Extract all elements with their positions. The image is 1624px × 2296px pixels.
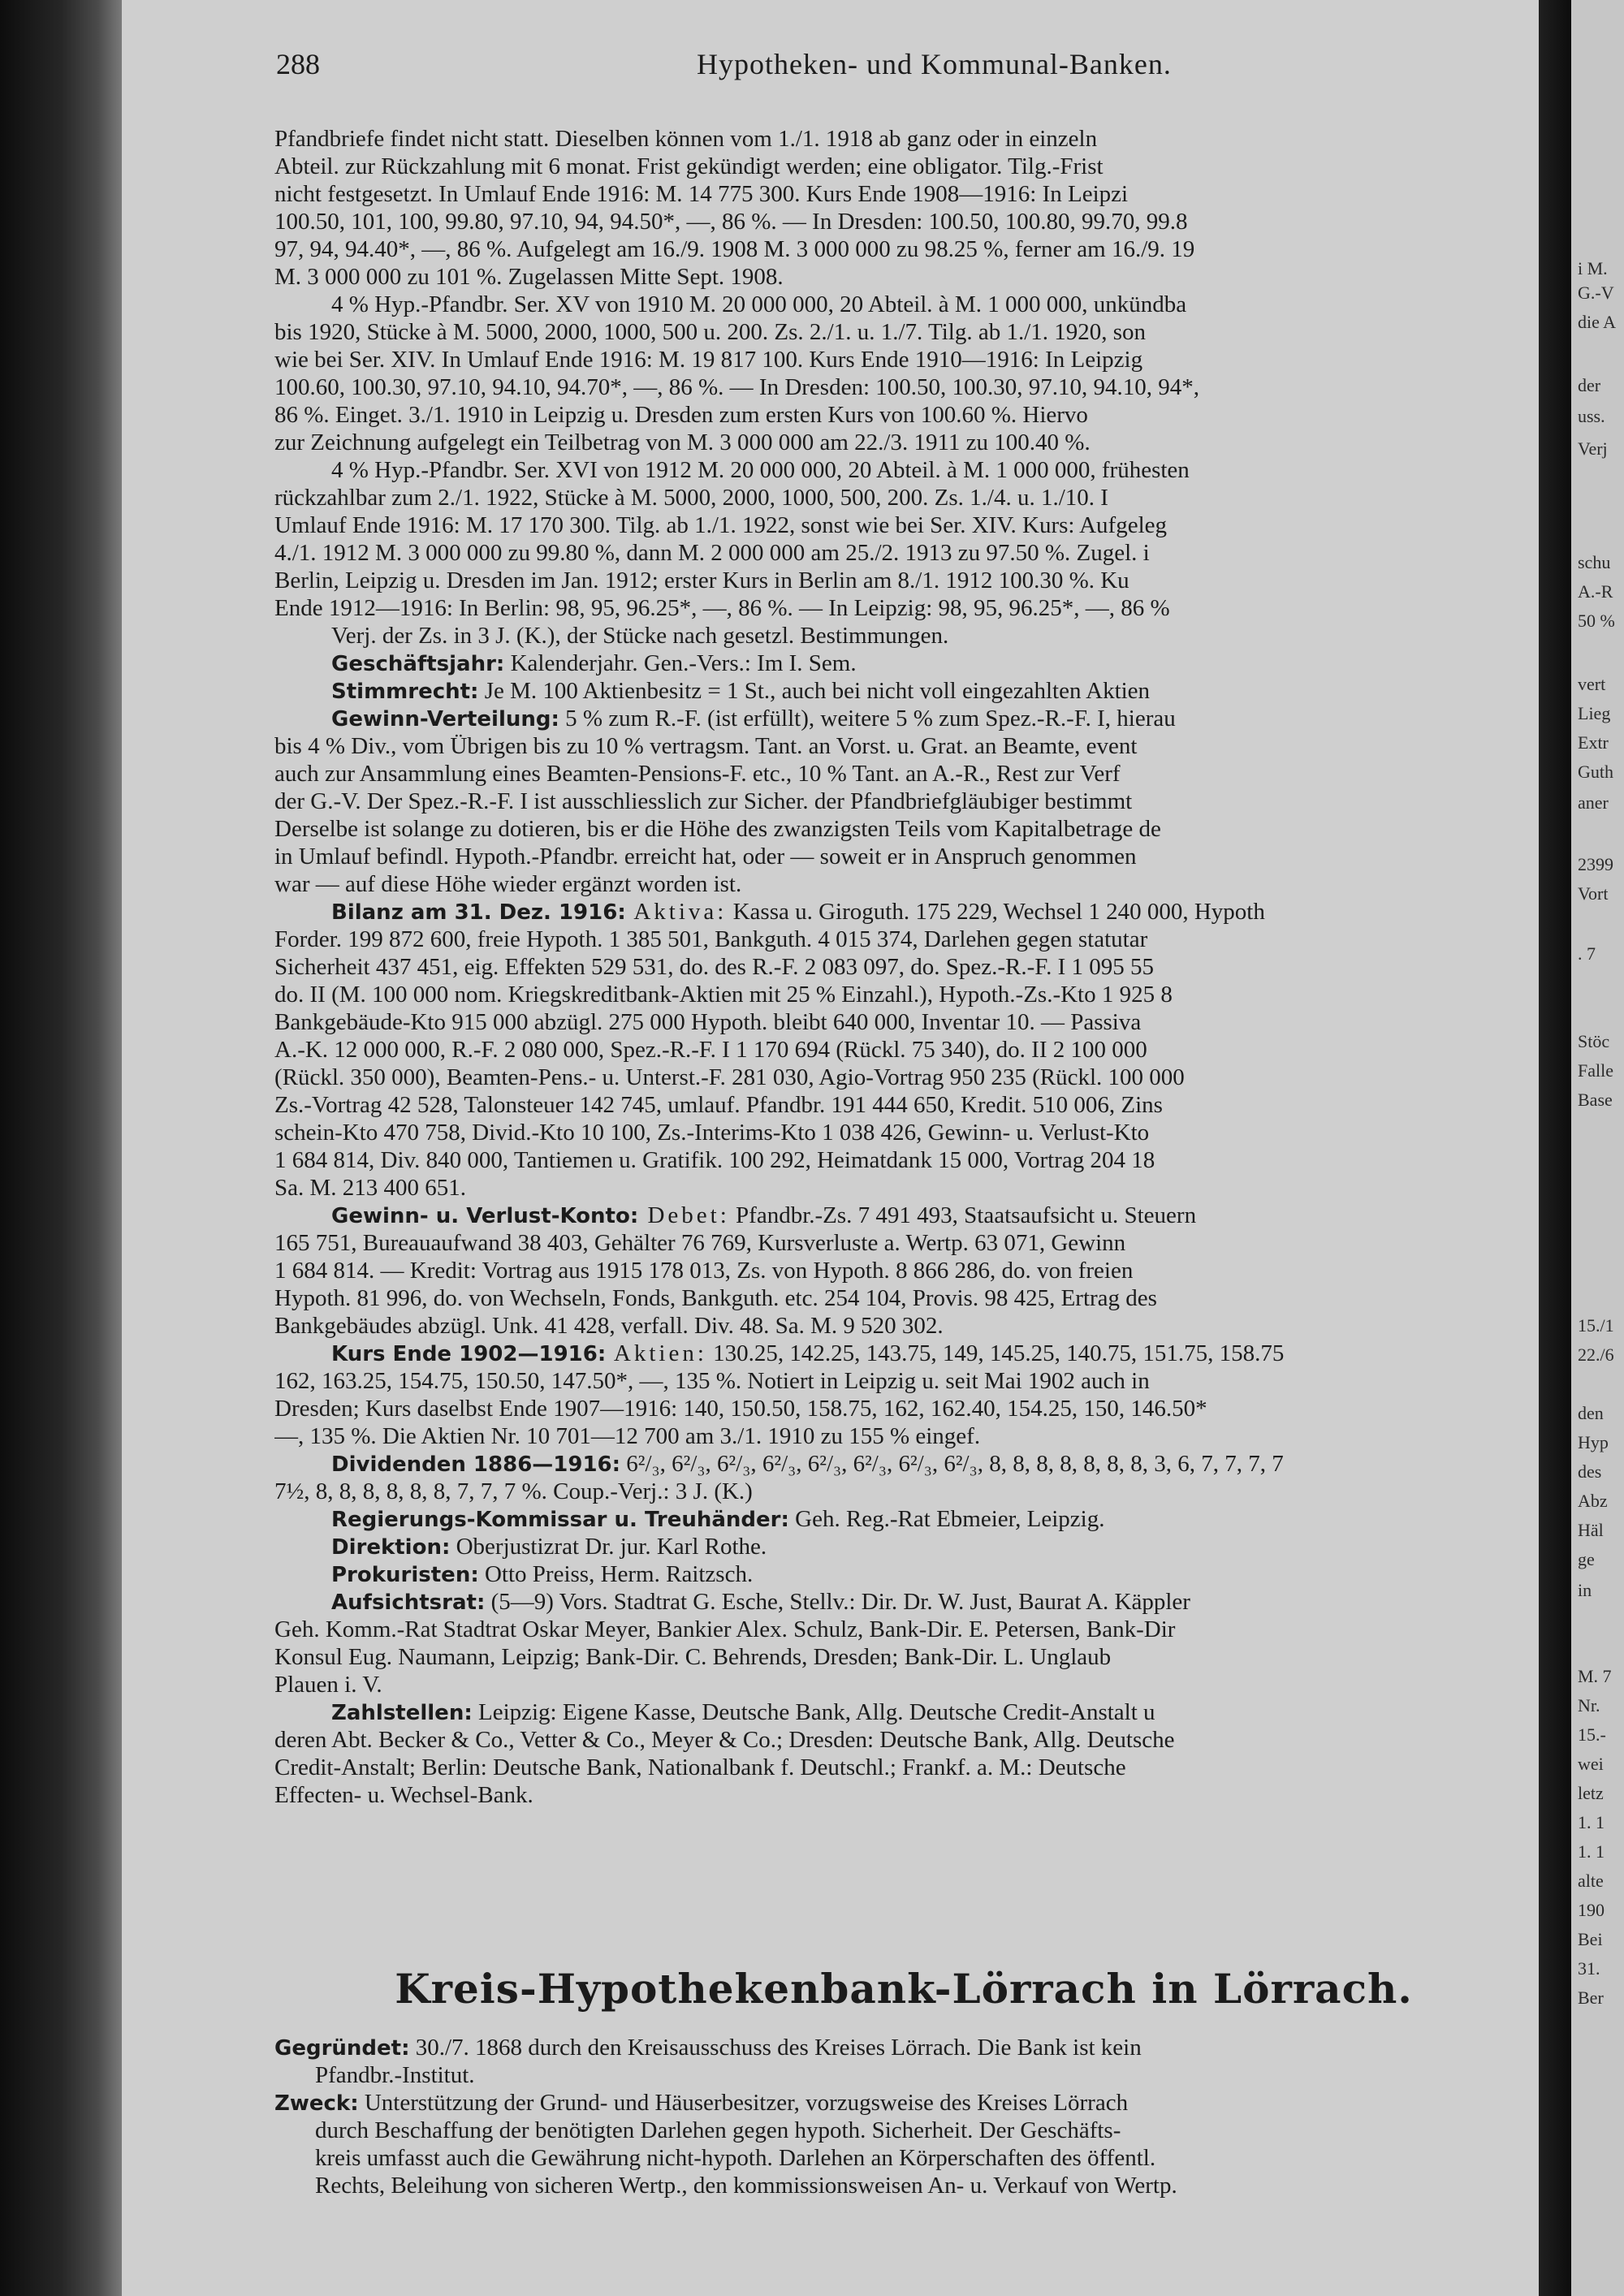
line-text: Sa. M. 213 400 651.	[274, 1175, 467, 1201]
facing-page-fragment: der	[1578, 375, 1601, 395]
text-line	[274, 1036, 1533, 1064]
line-text: Derselbe ist solange zu dotieren, bis er die Höhe des zwanzigsten Teils vom Kapitalbetrage de	[274, 816, 1161, 842]
facing-page-fragment: M. 7	[1578, 1666, 1612, 1686]
line-text: A.-K. 12 000 000, R.-F. 2 080 000, Spez.-R.-F. I 1 170 694 (Rückl. 75 340), do. II 2 100 000	[274, 1037, 1147, 1063]
entry-label: Zweck:	[274, 2091, 359, 2116]
text-line	[274, 788, 1533, 815]
facing-page-fragment: A.-R	[1578, 581, 1613, 602]
facing-page-fragment: Bei	[1578, 1929, 1603, 1949]
text-line	[274, 953, 1533, 981]
text-line	[274, 815, 1533, 843]
line-text: bis 4 % Div., vom Übrigen bis zu 10 % vertragsm. Tant. an Vorst. u. Grat. an Beamte, event	[274, 733, 1138, 759]
facing-page-fragment: Guth	[1578, 762, 1613, 782]
line-text: 4 % Hyp.-Pfandbr. Ser. XVI von 1912 M. 20 000 000, 20 Abteil. à M. 1 000 000, frühesten	[331, 457, 1190, 483]
line-text: Effecten- u. Wechsel-Bank.	[274, 1782, 533, 1808]
line-text: 97, 94, 94.40*, —, 86 %. Aufgelegt am 16./9. 1908 M. 3 000 000 zu 98.25 %, ferner am 16./9. 19	[274, 236, 1195, 262]
text-line	[274, 1616, 1533, 1643]
text-line	[274, 2034, 1533, 2061]
text-line	[274, 1312, 1533, 1340]
text-line	[274, 926, 1533, 953]
entry-label: Stimmrecht:	[331, 680, 479, 704]
text-line	[274, 125, 1533, 153]
text-line	[274, 1560, 1533, 1588]
line-text: Verj. der Zs. in 3 J. (K.), der Stücke nach gesetzl. Bestimmungen.	[331, 623, 949, 649]
line-text: 130.25, 142.25, 143.75, 149, 145.25, 140.75, 151.75, 158.75	[706, 1340, 1285, 1366]
facing-page-fragment: . 7	[1578, 943, 1596, 964]
line-text: Forder. 199 872 600, freie Hypoth. 1 385 501, Bankguth. 4 015 374, Darlehen gegen statutar	[274, 926, 1148, 952]
facing-page-fragment: Lieg	[1578, 703, 1611, 723]
text-line	[274, 1671, 1533, 1698]
line-text: 1 684 814. — Kredit: Vortrag aus 1915 178 013, Zs. von Hypoth. 8 866 286, do. von freien	[274, 1258, 1134, 1284]
entry-label: Geschäftsjahr:	[331, 652, 505, 676]
facing-page-fragment: in	[1578, 1580, 1592, 1600]
text-line	[274, 318, 1533, 346]
line-text: M. 3 000 000 zu 101 %. Zugelassen Mitte Sept. 1908.	[274, 264, 784, 290]
text-line	[274, 429, 1533, 456]
text-line	[274, 567, 1533, 594]
facing-page-fragment: Extr	[1578, 732, 1609, 753]
line-text: 100.50, 101, 100, 99.80, 97.10, 94, 94.50*, —, 86 %. — In Dresden: 100.50, 100.80, 99.70, 99.8	[274, 209, 1188, 235]
line-text: 30./7. 1868 durch den Kreisausschuss des Kreises Lörrach. Die Bank ist kein	[409, 2035, 1142, 2061]
facing-page-fragment: 1. 1	[1578, 1812, 1605, 1832]
text-line	[274, 843, 1533, 870]
line-text: 1 684 814, Div. 840 000, Tantiemen u. Gratifik. 100 292, Heimatdank 15 000, Vortrag 204 18	[274, 1147, 1155, 1173]
line-text: 162, 163.25, 154.75, 150.50, 147.50*, —, 135 %. Notiert in Leipzig u. seit Mai 1902 auch in	[274, 1368, 1150, 1394]
text-line	[274, 1505, 1533, 1533]
entry-label: Gewinn- u. Verlust-Konto:	[331, 1204, 639, 1228]
text-line	[274, 1174, 1533, 1202]
line-text: Kassa u. Giroguth. 175 229, Wechsel 1 240 000, Hypoth	[727, 899, 1265, 925]
line-text: Dresden; Kurs daselbst Ende 1907—1916: 140, 150.50, 158.75, 162, 162.40, 154.25, 150, 146.50*	[274, 1396, 1207, 1422]
facing-page-fragment: Falle	[1578, 1060, 1613, 1081]
line-text: war — auf diese Höhe wieder ergänzt worden ist.	[274, 871, 742, 897]
line-text: Rechts, Beleihung von sicheren Wertp., den kommissionsweisen An- u. Verkauf von Wertp.	[315, 2173, 1177, 2199]
entry-label: Bilanz am 31. Dez. 1916:	[331, 900, 626, 925]
line-text: Pfandbr.-Institut.	[315, 2062, 475, 2088]
line-text: deren Abt. Becker & Co., Vetter & Co., Meyer & Co.; Dresden: Deutsche Bank, Allg. Deutsche	[274, 1727, 1175, 1753]
facing-page-fragment: 190	[1578, 1900, 1605, 1920]
spaced-label: Aktien:	[606, 1340, 707, 1366]
text-line	[274, 2089, 1533, 2117]
entry-label: Aufsichtsrat:	[331, 1590, 486, 1615]
line-text: Credit-Anstalt; Berlin: Deutsche Bank, Nationalbank f. Deutschl.; Frankf. a. M.: Deutsche	[274, 1754, 1126, 1780]
line-text: Pfandbr.-Zs. 7 491 493, Staatsaufsicht u. Steuern	[729, 1202, 1197, 1228]
text-line	[274, 760, 1533, 788]
text-line	[274, 2172, 1533, 2199]
facing-page-fragment: wei	[1578, 1754, 1604, 1774]
facing-page-fragment: Häl	[1578, 1520, 1604, 1540]
entry-label: Gegründet:	[274, 2036, 410, 2061]
facing-page-fragment: 1. 1	[1578, 1841, 1605, 1862]
line-text: Konsul Eug. Naumann, Leipzig; Bank-Dir. C. Behrends, Dresden; Bank-Dir. L. Unglaub	[274, 1644, 1112, 1670]
text-line	[274, 1284, 1533, 1312]
line-text: Geh. Reg.-Rat Ebmeier, Leipzig.	[788, 1506, 1105, 1532]
text-line	[274, 291, 1533, 318]
running-title: Hypotheken- und Kommunal-Banken.	[697, 48, 1172, 80]
text-line	[274, 650, 1533, 677]
spaced-label: Aktiva:	[625, 899, 728, 925]
text-line	[274, 484, 1533, 511]
entry-label: Regierungs-Kommissar u. Treuhänder:	[331, 1508, 789, 1532]
line-text: (5—9) Vors. Stadtrat G. Esche, Stellv.: Dir. Dr. W. Just, Baurat A. Käppler	[485, 1589, 1190, 1615]
line-text: Bankgebäudes abzügl. Unk. 41 428, verfall. Div. 48. Sa. M. 9 520 302.	[274, 1313, 944, 1339]
text-line	[274, 539, 1533, 567]
text-line	[274, 594, 1533, 622]
line-text: Sicherheit 437 451, eig. Effekten 529 531, do. des R.-F. 2 083 097, do. Spez.-R.-F. I 1 095 55	[274, 954, 1155, 980]
line-text: Ende 1912—1916: In Berlin: 98, 95, 96.25*, —, 86 %. — In Leipzig: 98, 95, 96.25*, —, 86 %	[274, 595, 1170, 621]
text-line	[274, 981, 1533, 1008]
text-line	[274, 1091, 1533, 1119]
text-line	[274, 622, 1533, 650]
text-line	[274, 1726, 1533, 1754]
line-text: Berlin, Leipzig u. Dresden im Jan. 1912; erster Kurs in Berlin am 8./1. 1912 100.30 %. Ku	[274, 568, 1129, 593]
line-text: Umlauf Ende 1916: M. 17 170 300. Tilg. ab 1./1. 1922, sonst wie bei Ser. XIV. Kurs: Aufgeleg	[274, 512, 1168, 538]
line-text: 4 % Hyp.-Pfandbr. Ser. XV von 1910 M. 20 000 000, 20 Abteil. à M. 1 000 000, unkündba	[331, 291, 1187, 317]
facing-page-fragment: 2399	[1578, 854, 1613, 874]
facing-page-fragment: die A	[1578, 312, 1617, 332]
line-text: wie bei Ser. XIV. In Umlauf Ende 1916: M. 19 817 100. Kurs Ende 1910—1916: In Leipzig	[274, 347, 1143, 373]
text-line	[274, 1588, 1533, 1616]
line-text: 100.60, 100.30, 97.10, 94.10, 94.70*, —, 86 %. — In Dresden: 100.50, 100.30, 97.10, 94.10, 94*,	[274, 374, 1200, 400]
entry-label: Kurs Ende 1902—1916:	[331, 1342, 607, 1366]
text-line	[274, 235, 1533, 263]
spaced-label: Debet:	[638, 1202, 730, 1228]
line-text: Unterstützung der Grund- und Häuserbesitzer, vorzugsweise des Kreises Lörrach	[358, 2090, 1129, 2116]
line-text: Abteil. zur Rückzahlung mit 6 monat. Frist gekündigt werden; eine obligator. Tilg.-Frist	[274, 153, 1104, 179]
line-text: rückzahlbar zum 2./1. 1922, Stücke à M. 5000, 2000, 1000, 500, 200. Zs. 1./4. u. 1./10. I	[274, 485, 1108, 511]
text-line	[274, 1257, 1533, 1284]
line-text: Je M. 100 Aktienbesitz = 1 St., auch bei nicht voll eingezahlten Aktien	[478, 678, 1151, 704]
text-line	[274, 1229, 1533, 1257]
facing-page-fragment: aner	[1578, 792, 1609, 813]
facing-page-fragment: den	[1578, 1403, 1604, 1423]
line-text: 4./1. 1912 M. 3 000 000 zu 99.80 %, dann M. 2 000 000 am 25./2. 1913 zu 97.50 %. Zugel. i	[274, 540, 1150, 566]
facing-page-fragment: 50 %	[1578, 611, 1615, 631]
text-line	[274, 1064, 1533, 1091]
facing-page-fragment: uss.	[1578, 406, 1605, 426]
text-line	[274, 511, 1533, 539]
facing-page-fragment: Abz	[1578, 1491, 1608, 1511]
text-line	[274, 677, 1533, 705]
facing-page-fragment: 22./6	[1578, 1344, 1614, 1365]
page-number: 288	[276, 48, 320, 80]
facing-page-fragment: i M.	[1578, 258, 1608, 278]
entry-label: Direktion:	[331, 1535, 451, 1560]
text-line	[274, 153, 1533, 180]
entry-label: Prokuristen:	[331, 1563, 479, 1587]
text-line	[274, 2144, 1533, 2172]
facing-page-fragment: ge	[1578, 1549, 1595, 1569]
line-text: do. II (M. 100 000 nom. Kriegskreditbank-Aktien mit 25 % Einzahl.), Hypoth.-Zs.-Kto 1 925 8	[274, 982, 1173, 1008]
line-text: 5 % zum R.-F. (ist erfüllt), weitere 5 % zum Spez.-R.-F. I, hierau	[559, 706, 1176, 732]
text-line	[274, 180, 1533, 208]
text-line	[274, 898, 1533, 926]
text-line	[274, 1340, 1533, 1367]
facing-page-fragment: vert	[1578, 674, 1606, 694]
text-line	[274, 401, 1533, 429]
text-line	[274, 1008, 1533, 1036]
line-text: Hypoth. 81 996, do. von Wechseln, Fonds, Bankguth. etc. 254 104, Provis. 98 425, Ertrag des	[274, 1285, 1157, 1311]
text-line	[274, 1367, 1533, 1395]
text-line	[274, 1698, 1533, 1726]
facing-page-fragment: Nr.	[1578, 1695, 1600, 1716]
text-line	[274, 1478, 1533, 1505]
line-text: Pfandbriefe findet nicht statt. Dieselben können vom 1./1. 1918 ab ganz oder in einzeln	[274, 126, 1098, 152]
text-line	[274, 456, 1533, 484]
text-line	[274, 1533, 1533, 1560]
text-line	[274, 1202, 1533, 1229]
facing-page-fragment: 15.-	[1578, 1724, 1606, 1745]
facing-page-fragment: Vort	[1578, 883, 1609, 904]
section-body	[274, 2034, 1533, 2277]
line-text: 165 751, Bureauaufwand 38 403, Gehälter 76 769, Kursverluste a. Wertp. 63 071, Gewinn	[274, 1230, 1126, 1256]
text-line	[274, 2117, 1533, 2144]
section-title: Kreis-Hypothekenbank-Lörrach in Lörrach.	[395, 1965, 1413, 2013]
line-text: (Rückl. 350 000), Beamten-Pens.- u. Unterst.-F. 281 030, Agio-Vortrag 950 235 (Rückl. 100 000	[274, 1064, 1185, 1090]
facing-page-fragment: Stöc	[1578, 1031, 1610, 1051]
text-line	[274, 1119, 1533, 1146]
line-text: Bankgebäude-Kto 915 000 abzügl. 275 000 Hypoth. bleibt 640 000, Inventar 10. — Passiva	[274, 1009, 1142, 1035]
line-text: Otto Preiss, Herm. Raitzsch.	[478, 1561, 754, 1587]
text-line	[274, 1781, 1533, 1809]
line-text: in Umlauf befindl. Hypoth.-Pfandbr. erreicht hat, oder — soweit er in Anspruch genommen	[274, 844, 1137, 870]
line-text: zur Zeichnung aufgelegt ein Teilbetrag von M. 3 000 000 am 22./3. 1911 zu 100.40 %.	[274, 429, 1091, 455]
line-text: 7½, 8, 8, 8, 8, 8, 8, 7, 7, 7 %. Coup.-Verj.: 3 J. (K.)	[274, 1478, 753, 1504]
line-text: Oberjustizrat Dr. jur. Karl Rothe.	[450, 1534, 767, 1560]
line-text: —, 135 %. Die Aktien Nr. 10 701—12 700 am 3./1. 1910 zu 155 % eingef.	[274, 1423, 981, 1449]
text-line	[274, 870, 1533, 898]
line-text: nicht festgesetzt. In Umlauf Ende 1916: M. 14 775 300. Kurs Ende 1908—1916: In Leipzi	[274, 181, 1129, 207]
facing-page-fragment: alte	[1578, 1871, 1604, 1891]
facing-page-fragment: Ber	[1578, 1987, 1604, 2008]
facing-page-fragment: Verj	[1578, 438, 1608, 459]
text-line	[274, 705, 1533, 732]
entry-label: Zahlstellen:	[331, 1701, 473, 1725]
line-text: Kalenderjahr. Gen.-Vers.: Im I. Sem.	[504, 650, 857, 676]
text-line	[274, 346, 1533, 373]
page-header	[154, 47, 1518, 83]
facing-page-fragment: G.-V	[1578, 283, 1614, 303]
text-line	[274, 1146, 1533, 1174]
entry-label: Gewinn-Verteilung:	[331, 707, 559, 732]
main-text-column	[274, 125, 1533, 1911]
text-line	[274, 1754, 1533, 1781]
text-line	[274, 1422, 1533, 1450]
facing-page-fragment: des	[1578, 1461, 1602, 1482]
text-line	[274, 373, 1533, 401]
text-line	[274, 263, 1533, 291]
facing-page-fragment: 31.	[1578, 1958, 1600, 1979]
facing-page-fragment: Hyp	[1578, 1432, 1609, 1452]
line-text: auch zur Ansammlung eines Beamten-Pensions-F. etc., 10 % Tant. an A.-R., Rest zur Verf	[274, 761, 1121, 787]
line-text: schein-Kto 470 758, Divid.-Kto 10 100, Zs.-Interims-Kto 1 038 426, Gewinn- u. Verlust-Kto	[274, 1120, 1150, 1146]
page-gutter	[1539, 0, 1571, 2296]
text-line	[274, 1395, 1533, 1422]
facing-page-fragment: 15./1	[1578, 1315, 1614, 1336]
facing-page-edge	[1571, 0, 1624, 2296]
text-line	[274, 208, 1533, 235]
line-text: bis 1920, Stücke à M. 5000, 2000, 1000, 500 u. 200. Zs. 2./1. u. 1./7. Tilg. ab 1./1. 1920, son	[274, 319, 1147, 345]
text-line	[274, 2061, 1533, 2089]
book-binding-shadow	[0, 0, 122, 2296]
facing-page-fragment: schu	[1578, 552, 1611, 572]
entry-label: Dividenden 1886—1916:	[331, 1452, 621, 1477]
line-text: Leipzig: Eigene Kasse, Deutsche Bank, Allg. Deutsche Credit-Anstalt u	[472, 1699, 1155, 1725]
line-text: Plauen i. V.	[274, 1672, 382, 1698]
line-text: kreis umfasst auch die Gewährung nicht-hypoth. Darlehen an Körperschaften des öffentl.	[315, 2145, 1156, 2171]
line-text: durch Beschaffung der benötigten Darlehen gegen hypoth. Sicherheit. Der Geschäfts-	[315, 2117, 1121, 2143]
line-text: Zs.-Vortrag 42 528, Talonsteuer 142 745, umlauf. Pfandbr. 191 444 650, Kredit. 510 006, Zins	[274, 1092, 1163, 1118]
text-line	[274, 1450, 1533, 1478]
text-line	[274, 1643, 1533, 1671]
line-text: 6²/₃, 6²/₃, 6²/₃, 6²/₃, 6²/₃, 6²/₃, 6²/₃, 6²/₃, 8, 8, 8, 8, 8, 8, 8, 3, 6, 7, 7, 7, 7	[620, 1451, 1284, 1477]
line-text: der G.-V. Der Spez.-R.-F. I ist ausschliesslich zur Sicher. der Pfandbriefgläubiger bestimmt	[274, 788, 1133, 814]
line-text: Geh. Komm.-Rat Stadtrat Oskar Meyer, Bankier Alex. Schulz, Bank-Dir. E. Petersen, Bank-Dir	[274, 1616, 1176, 1642]
facing-page-fragment: Base	[1578, 1090, 1613, 1110]
text-line	[274, 732, 1533, 760]
facing-page-fragment: letz	[1578, 1783, 1604, 1803]
line-text: 86 %. Einget. 3./1. 1910 in Leipzig u. Dresden zum ersten Kurs von 100.60 %. Hiervo	[274, 402, 1088, 428]
